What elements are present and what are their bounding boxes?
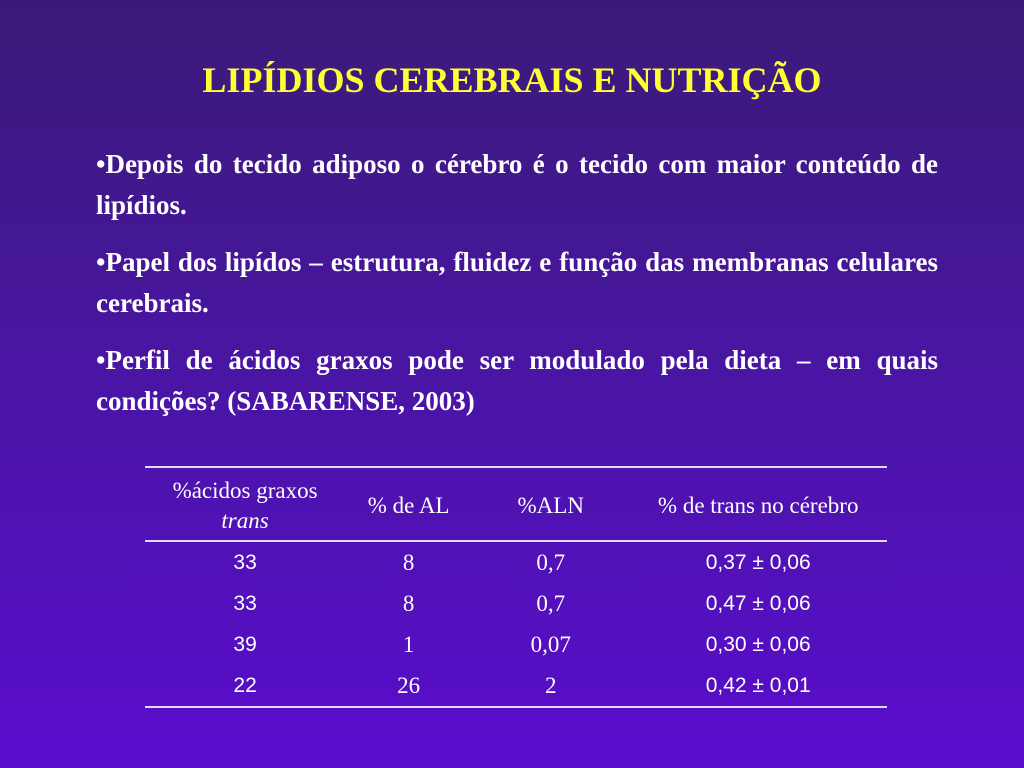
cell-aln: 0,7	[536, 549, 566, 575]
cell-acidos-graxos: 39	[233, 632, 257, 656]
cell-acidos-graxos: 22	[233, 673, 257, 697]
bullet-item: • Papel dos lipídos – estrutura, fluidez e função das membranas celulares cerebrais.	[96, 242, 938, 324]
header-acidos-graxos-trans	[145, 467, 345, 541]
table-header-row	[145, 467, 887, 541]
header-aln: %ALN	[517, 493, 584, 518]
header-text-italic: trans	[221, 508, 269, 533]
cell-al: 8	[402, 590, 415, 616]
table-row	[145, 583, 887, 624]
table-row	[145, 665, 887, 707]
cell-al: 26	[397, 672, 421, 698]
slide-title: LIPÍDIOS CEREBRAIS E NUTRIÇÃO	[202, 60, 822, 100]
cell-aln: 0,7	[536, 590, 566, 616]
cell-aln: 0,07	[530, 631, 571, 657]
cell-aln: 2	[544, 672, 557, 698]
cell-trans-cerebro: 0,30 ± 0,06	[705, 632, 811, 656]
table-row	[145, 624, 887, 665]
cell-acidos-graxos: 33	[233, 550, 257, 574]
cell-al: 8	[402, 549, 415, 575]
data-table	[145, 466, 887, 708]
cell-trans-cerebro: 0,42 ± 0,01	[705, 673, 811, 697]
bullet-item: • Depois do tecido adiposo o cérebro é o tecido com maior conteúdo de lipídios.	[96, 144, 938, 226]
cell-trans-cerebro: 0,47 ± 0,06	[705, 591, 811, 615]
cell-trans-cerebro: 0,37 ± 0,06	[705, 550, 811, 574]
header-al: % de AL	[367, 493, 450, 518]
cell-acidos-graxos: 33	[233, 591, 257, 615]
cell-al: 1	[402, 631, 415, 657]
header-text: %ácidos graxos	[172, 478, 318, 503]
table-row	[145, 541, 887, 583]
bullet-item: • Perfil de ácidos graxos pode ser modulado pela dieta – em quais condições? (SABARENSE, 2003)	[96, 340, 938, 422]
header-trans-cerebro: % de trans no cérebro	[657, 493, 859, 518]
bullet-list	[96, 144, 938, 438]
